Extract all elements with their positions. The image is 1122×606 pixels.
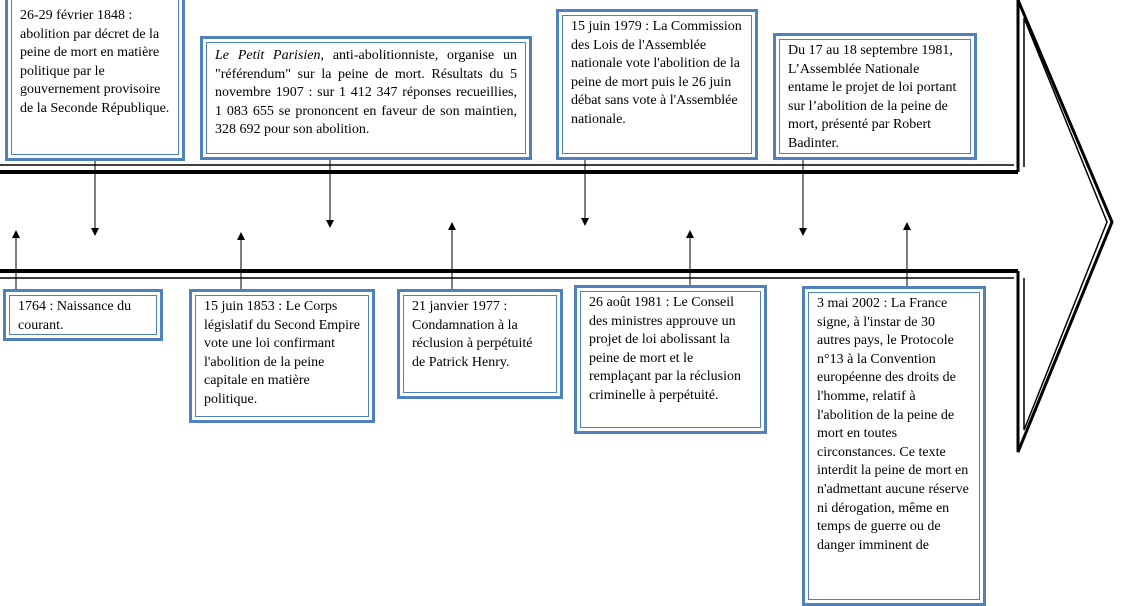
event-1907 xyxy=(200,36,532,160)
event-1907-newspaper: Le Petit Parisien xyxy=(215,48,321,63)
event-1979-text: 15 juin 1979 : La Commission des Lois de l'Assemblée nationale vote l'abolition de la peine de mort puis le 26 juin débat sans vote à l'Assemblée nationale. xyxy=(562,15,752,154)
event-1977-text: 21 janvier 1977 : Condamnation à la réclusion à perpétuité de Patrick Henry. xyxy=(403,295,557,393)
event-1981-sept xyxy=(773,33,977,160)
event-1907-body: , anti-abolitionniste, organise un "référendum" sur la peine de mort. Résultats du 5 novembre 1907 : sur 1 412 347 réponses recueillies, 1 083 655 se prononcent en faveur de son maintien, 328 692 pour son abolition. xyxy=(215,48,517,138)
event-2002-text: 3 mai 2002 : La France signe, à l'instar de 30 autres pays, le Protocole n°13 à la Convention européenne des droits de l'homme, relatif à l'abolition de la peine de mort en toutes circonstances. Ce texte interdit la peine de mort en n'admettant aucune réserve ni dérogation, même en temps de guerre ou de danger imminent de xyxy=(808,292,980,600)
event-1848-text: 26-29 février 1848 : abolition par décret de la peine de mort en matière politique par le gouvernement provisoire de la Seconde République. xyxy=(11,0,179,155)
event-1981-aout xyxy=(574,285,767,434)
event-1907-text xyxy=(206,42,526,154)
event-2002 xyxy=(802,286,986,606)
event-1981-aout-text: 26 août 1981 : Le Conseil des ministres approuve un projet de loi abolissant la peine de mort et le remplaçant par la réclusion criminelle à perpétuité. xyxy=(580,291,761,428)
event-1981-sept-text: Du 17 au 18 septembre 1981, L’Assemblée Nationale entame le projet de loi portant sur l’abolition de la peine de mort, présenté par Robert Badinter. xyxy=(779,39,971,154)
event-1848 xyxy=(5,0,185,161)
event-1853 xyxy=(189,289,375,423)
event-1977 xyxy=(397,289,563,399)
event-1764 xyxy=(3,289,163,341)
event-1979 xyxy=(556,9,758,160)
event-1853-text: 15 juin 1853 : Le Corps législatif du Second Empire vote une loi confirmant l'abolition de la peine capitale en matière politique. xyxy=(195,295,369,417)
event-1764-text: 1764 : Naissance du courant. xyxy=(9,295,157,335)
